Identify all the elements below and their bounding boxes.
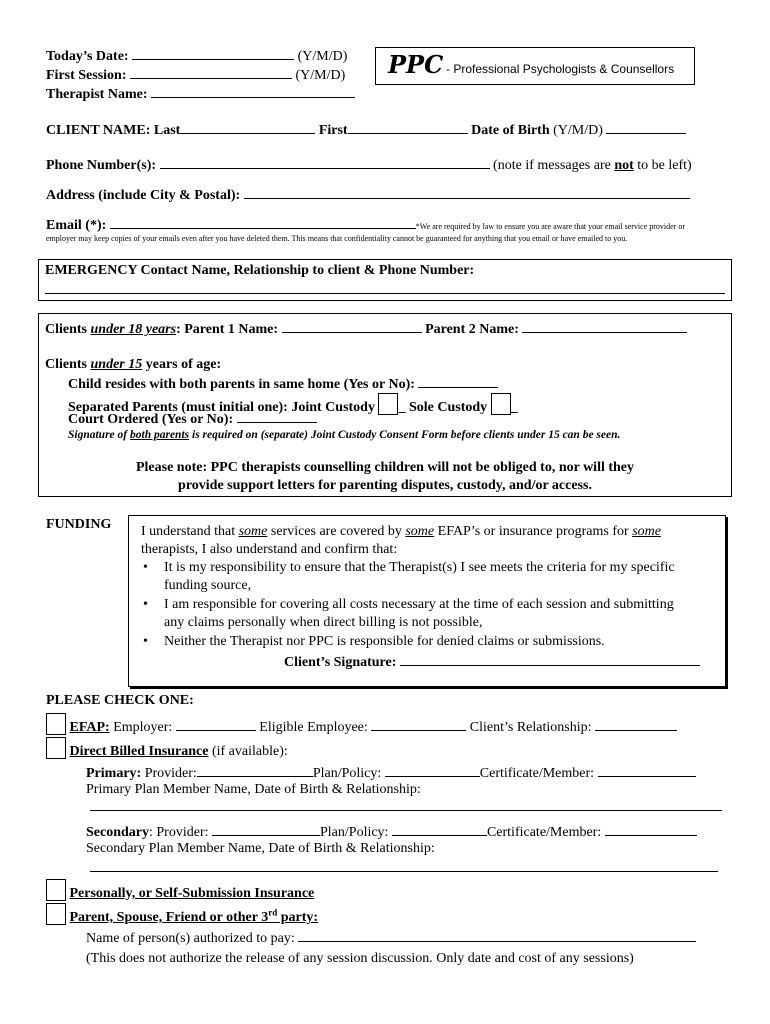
parent2-line[interactable]: [522, 320, 687, 333]
funding-label: FUNDING: [46, 517, 112, 532]
sig-post: is required on (separate) Joint Custody Consent Form before clients under 15 can be seen.: [189, 429, 621, 441]
relationship-line[interactable]: [595, 718, 677, 731]
primary-label: Primary:: [86, 766, 142, 781]
efap-label: EFAP:: [69, 720, 110, 735]
dob-format: (Y/M/D): [553, 123, 603, 138]
third-party-row: [46, 903, 318, 926]
email-note-1: *We are required by law to ensure you are aware that your email service provider or: [415, 222, 686, 231]
bullet3: Neither the Therapist nor PPC is responsible for denied claims or submissions.: [164, 634, 605, 649]
court-line[interactable]: [237, 410, 317, 423]
ymd-format: (Y/M/D): [297, 49, 348, 64]
minors-box: [38, 313, 732, 497]
primary-row: [86, 764, 696, 782]
court-label: Court Ordered (Yes or No):: [68, 412, 234, 427]
third-party-label: [69, 907, 319, 925]
bullet2-line2: any claims personally when direct billing is not possible,: [164, 615, 483, 630]
third-party-checkbox[interactable]: [46, 903, 66, 925]
direct-billed-row: [46, 737, 288, 760]
first-session-label: First Session:: [46, 68, 127, 83]
intro-text: I understand that: [141, 524, 239, 539]
emergency-label: EMERGENCY Contact Name, Relationship to client & Phone Number:: [45, 263, 475, 278]
employer-label: Employer:: [109, 720, 173, 735]
eligible-line[interactable]: [371, 718, 466, 731]
signature-note: [68, 429, 620, 441]
client-name-field: [46, 121, 686, 139]
under15-post: years of age:: [142, 357, 222, 372]
secondary-member-label: Secondary Plan Member Name, Date of Birth & Relationship:: [86, 841, 435, 856]
sig-pre: Signature of: [68, 429, 130, 441]
email-line[interactable]: [110, 216, 416, 229]
efap-checkbox[interactable]: [46, 713, 66, 735]
sig-u: both parents: [130, 429, 190, 441]
secondary-plan-line[interactable]: [392, 823, 487, 836]
secondary-label: Secondary: [86, 825, 149, 840]
address-label: Address (include City & Postal):: [46, 188, 241, 203]
authorized-row: [86, 929, 696, 947]
funding-intro-2: therapists, I also understand and confirm that:: [141, 542, 398, 557]
email-label: Email (*):: [46, 218, 107, 233]
direct-billed-label: Direct Billed Insurance: [69, 744, 209, 759]
therapist-field: [46, 85, 355, 103]
sole-custody-checkbox[interactable]: [491, 393, 511, 415]
signature-line[interactable]: [400, 653, 700, 666]
check-title: PLEASE CHECK ONE:: [46, 693, 194, 708]
ymd-format: (Y/M/D): [295, 68, 346, 83]
plan-label: Plan/Policy:: [320, 825, 389, 840]
under15-row: [45, 357, 221, 373]
court-row: [68, 410, 317, 428]
direct-billed-post: (if available):: [208, 744, 288, 759]
address-line[interactable]: [244, 186, 690, 199]
resides-label: Child resides with both parents in same home (Yes or No):: [68, 377, 415, 392]
intro-some: some: [405, 524, 435, 539]
bullet-icon: •: [143, 597, 148, 612]
resides-line[interactable]: [418, 375, 498, 388]
client-signature-row: [284, 653, 700, 671]
intro-text: services are covered by: [267, 524, 406, 539]
certificate-label: Certificate/Member:: [486, 825, 602, 840]
funding-box: [128, 515, 726, 687]
parent1-line[interactable]: [282, 320, 422, 333]
phone-note-pre: (note if messages are: [493, 158, 615, 173]
provider-label: Provider:: [141, 766, 197, 781]
todays-date-label: Today’s Date:: [46, 49, 129, 64]
secondary-row: [86, 823, 697, 841]
emergency-line[interactable]: [45, 293, 725, 294]
intro-some: some: [238, 524, 268, 539]
authorized-line[interactable]: [298, 929, 696, 942]
plan-label: Plan/Policy:: [312, 766, 382, 781]
certificate-label: Certificate/Member:: [479, 766, 595, 781]
primary-member-line[interactable]: [90, 810, 722, 811]
personal-checkbox[interactable]: [46, 879, 66, 901]
phone-note-not: not: [614, 158, 634, 173]
primary-member-label: Primary Plan Member Name, Date of Birth & Relationship:: [86, 782, 421, 797]
phone-label: Phone Number(s):: [46, 158, 157, 173]
third-post: party:: [277, 910, 319, 925]
bullet-icon: •: [143, 634, 148, 649]
please-note-1: Please note: PPC therapists counselling children will not be obliged to, nor will they: [135, 460, 635, 475]
todays-date-field: [46, 47, 347, 65]
authorized-label: Name of person(s) authorized to pay:: [86, 931, 295, 946]
primary-cert-line[interactable]: [598, 764, 696, 777]
dob-label: Date of Birth: [471, 123, 550, 138]
funding-intro-1: [141, 524, 661, 540]
secondary-member-line[interactable]: [90, 871, 718, 872]
intro-some: some: [632, 524, 661, 539]
org-name: - Professional Psychologists & Counsellors: [446, 62, 675, 76]
third-sup: rd: [268, 907, 278, 918]
personal-row: [46, 879, 314, 902]
dob-line[interactable]: [606, 121, 686, 134]
ppc-header-box: [375, 47, 695, 85]
please-note-2: provide support letters for parenting disputes, custody, and/or access.: [178, 478, 592, 493]
therapist-line[interactable]: [151, 85, 355, 98]
joint-custody-checkbox[interactable]: [378, 393, 398, 415]
bullet1-line1: It is my responsibility to ensure that the Therapist(s) I see meets the criteria for my specific: [164, 560, 675, 575]
emergency-box: [38, 259, 732, 301]
eligible-label: Eligible Employee:: [259, 720, 368, 735]
client-first-label: First: [318, 123, 348, 138]
under18-u: under 18 years: [90, 322, 177, 337]
first-name-line[interactable]: [348, 121, 468, 134]
phone-note-post: to be left): [633, 158, 692, 173]
client-last-label: CLIENT NAME: Last: [46, 123, 181, 138]
bullet1-line2: funding source,: [164, 578, 252, 593]
secondary-provider-line[interactable]: [212, 823, 320, 836]
under18-pre: Clients: [45, 322, 91, 337]
last-name-line[interactable]: [180, 121, 315, 134]
under18-row: [45, 320, 687, 338]
parent1-label: : Parent 1 Name:: [176, 322, 279, 337]
employer-line[interactable]: [176, 718, 256, 731]
secondary-provider-label: : Provider:: [149, 825, 209, 840]
parent2-label: Parent 2 Name:: [425, 322, 519, 337]
sole-label: Sole Custody: [408, 400, 488, 415]
bullet2-line1: I am responsible for covering all costs necessary at the time of each session and submitting: [164, 597, 674, 612]
primary-provider-line[interactable]: [197, 764, 313, 777]
secondary-cert-line[interactable]: [605, 823, 697, 836]
email-note-2: employer may keep copies of your emails even after you have deleted them. This means that confidentiality cannot be guaranteed for anything that you email or have emailed to you.: [46, 234, 628, 243]
direct-billed-checkbox[interactable]: [46, 737, 66, 759]
email-field: [46, 216, 685, 234]
under15-u: under 15: [90, 357, 143, 372]
first-session-line[interactable]: [130, 66, 292, 79]
separated-label: Separated Parents (must initial one): Joint Custody: [68, 400, 375, 415]
under15-pre: Clients: [45, 357, 91, 372]
primary-plan-line[interactable]: [385, 764, 480, 777]
resides-row: [68, 375, 498, 393]
third-pre: Parent, Spouse, Friend or other 3: [69, 910, 269, 925]
first-session-field: [46, 66, 345, 84]
therapist-label: Therapist Name:: [46, 87, 148, 102]
disclaimer: (This does not authorize the release of any session discussion. Only date and cost of any sessions): [86, 951, 634, 966]
personal-label: Personally, or Self-Submission Insurance: [69, 886, 315, 901]
ppc-logo: PPC: [388, 50, 444, 79]
phone-line[interactable]: [160, 156, 490, 169]
phone-field: [46, 156, 692, 174]
efap-row: [46, 713, 677, 736]
address-field: [46, 186, 690, 204]
intro-text: EFAP’s or insurance programs for: [434, 524, 633, 539]
relationship-label: Client’s Relationship:: [469, 720, 592, 735]
todays-date-line[interactable]: [132, 47, 294, 60]
signature-label: Client’s Signature:: [284, 655, 397, 670]
separated-row: Separated Parents (must initial one): Joint Custody _ Sole Custody _: [68, 393, 518, 416]
bullet-icon: •: [143, 560, 148, 575]
